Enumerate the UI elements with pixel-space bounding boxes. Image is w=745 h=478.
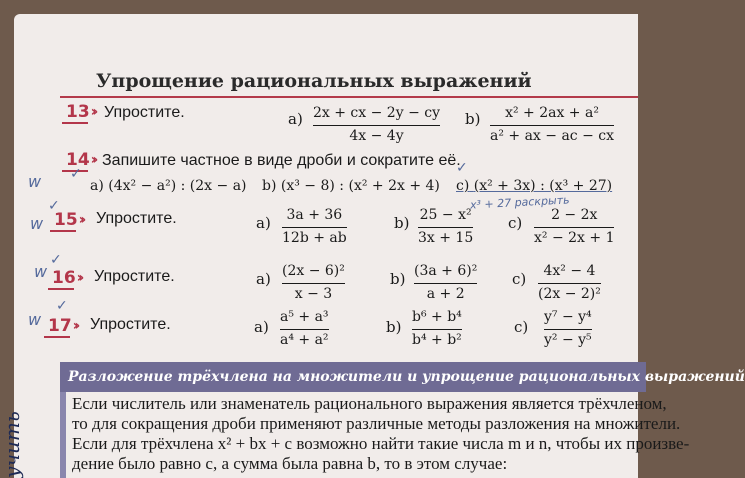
numerator: (3a + 6)² <box>414 263 478 279</box>
exercise-14-item-b: b) (x³ − 8) : (x² + 2x + 4) <box>262 178 440 194</box>
numerator: (2x − 6)² <box>282 263 345 279</box>
numerator: 3a + 36 <box>286 207 343 223</box>
exercise-15-statement: Упростите. <box>96 210 177 227</box>
denominator: a + 2 <box>426 286 465 302</box>
exercise-13-label-a: a) <box>288 110 303 128</box>
numerator: 4x² − 4 <box>543 263 596 279</box>
denominator: y² − y⁵ <box>544 332 592 348</box>
numerator: 2x + cx − 2y − cy <box>313 105 440 121</box>
exercise-16-label-a: a) <box>256 270 271 288</box>
body-line: то для сокращения дроби применяют различные методы разложения на множители. <box>72 414 681 433</box>
handwritten-mark: w <box>28 172 42 191</box>
exercise-16-fraction-b <box>414 262 477 304</box>
handwritten-mark: w <box>30 214 44 233</box>
denominator: 12b + ab <box>282 230 347 246</box>
denominator: (2x − 2)² <box>538 286 601 302</box>
exercise-number-16: 16 ›› <box>48 266 84 290</box>
exercise-number-13: 13 ›› <box>62 100 98 124</box>
section-band <box>60 362 745 392</box>
numerator: x² + 2ax + a² <box>505 105 599 121</box>
exercise-16-fraction-c <box>538 262 601 304</box>
body-line: Если числитель или знаменатель рационального выражения является трёхчленом, <box>72 394 667 413</box>
handwritten-side-word: учить <box>0 411 24 478</box>
checkmark-icon: ✓ <box>70 166 82 182</box>
denominator: x − 3 <box>294 286 333 302</box>
numerator: 25 − x² <box>419 207 472 223</box>
exercise-17-statement: Упростите. <box>90 316 171 333</box>
numerator: a⁵ + a³ <box>280 309 329 325</box>
exercise-15-fraction-b <box>418 206 473 248</box>
checkmark-icon: ✓ <box>48 198 60 214</box>
denominator: a² + ax − ac − cx <box>490 128 615 144</box>
body-text <box>72 394 690 474</box>
exercise-13-fraction-b <box>490 104 614 146</box>
exercise-13-statement: Упростите. <box>104 104 185 121</box>
denominator: b⁴ + b² <box>412 332 462 348</box>
numerator: y⁷ − y⁴ <box>544 309 592 325</box>
section-title: Упрощение рациональных выражений <box>96 70 532 92</box>
exercise-16-statement: Упростите. <box>94 268 175 285</box>
exercise-13-label-b: b) <box>465 110 481 128</box>
handwritten-mark: w <box>34 262 48 281</box>
exercise-15-label-c: c) <box>508 214 523 232</box>
exercise-number-15: 15 ›› <box>50 208 86 232</box>
exercise-14-item-a: a) (4x² − a²) : (2x − a) <box>90 178 247 194</box>
checkmark-icon: ✓ <box>56 298 68 314</box>
exercise-17-label-c: c) <box>514 318 529 336</box>
handwritten-note: x³ + 27 раскрыть <box>469 193 570 212</box>
exercise-15-label-a: a) <box>256 214 271 232</box>
denominator: 3x + 15 <box>418 230 474 246</box>
exercise-16-label-b: b) <box>390 270 406 288</box>
exercise-17-fraction-a <box>280 308 329 350</box>
body-line: дение было равно c, а сумма была равна b, то в этом случае: <box>72 454 508 473</box>
exercise-17-fraction-b <box>412 308 462 350</box>
handwritten-mark: w <box>28 310 42 329</box>
exercise-16-fraction-a <box>282 262 345 304</box>
numerator: b⁶ + b⁴ <box>412 309 462 325</box>
exercise-17-label-b: b) <box>386 318 402 336</box>
exercise-15-fraction-c <box>534 206 614 248</box>
exercise-13-fraction-a <box>313 104 440 146</box>
exercise-17-fraction-c <box>544 308 592 350</box>
body-line: Если для трёхчлена x² + bx + c возможно найти такие числа m и n, чтобы их произве- <box>72 434 690 453</box>
denominator: a⁴ + a² <box>280 332 329 348</box>
exercise-15-fraction-a <box>282 206 347 248</box>
checkmark-icon: ✓ <box>50 252 62 268</box>
exercise-14-item-c: c) (x² + 3x) : (x³ + 27) <box>456 178 613 194</box>
header-rule <box>60 96 638 98</box>
exercise-15-label-b: b) <box>394 214 410 232</box>
checkmark-icon: ✓ <box>456 160 468 176</box>
exercise-17-label-a: a) <box>254 318 269 336</box>
numerator: 2 − 2x <box>551 207 598 223</box>
denominator: x² − 2x + 1 <box>534 230 615 246</box>
section-band-title: Разложение трёхчлена на множители и упрощение рациональных выражений <box>68 369 745 385</box>
exercise-number-14: 14 ›› <box>62 148 98 172</box>
exercise-16-label-c: c) <box>512 270 527 288</box>
denominator: 4x − 4y <box>349 128 404 144</box>
exercise-14-statement: Запишите частное в виде дроби и сократите её. <box>102 152 461 169</box>
side-strip <box>60 392 66 478</box>
exercise-number-17: 17 ›› <box>44 314 80 338</box>
